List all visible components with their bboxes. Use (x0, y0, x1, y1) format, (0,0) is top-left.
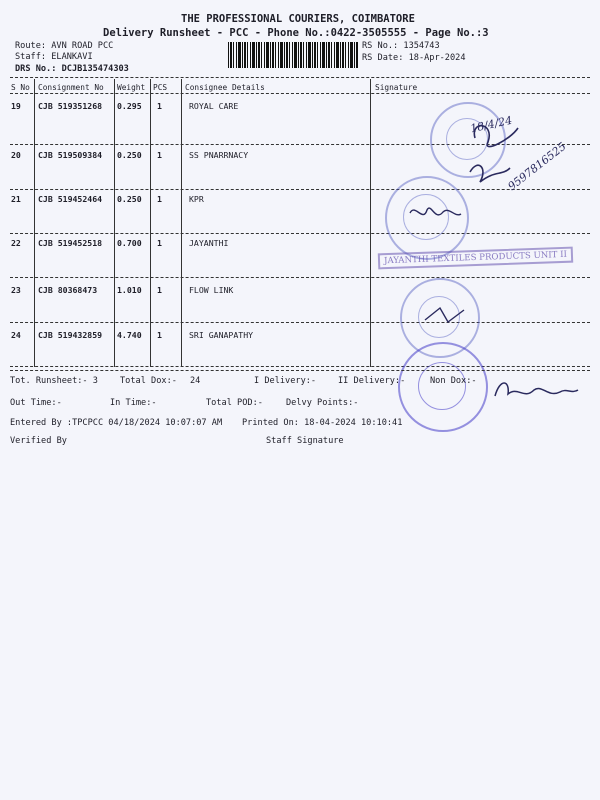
out-time: Out Time:- (10, 398, 62, 408)
row-consignee: JAYANTHI (189, 238, 229, 248)
drs-label: DRS No.: (15, 64, 57, 74)
col-header-consignee: Consignee Details (185, 83, 265, 92)
staff-label: Staff: (15, 52, 47, 62)
rs-date-row (362, 53, 466, 63)
verified-by: Verified By (10, 436, 67, 446)
col-header-pcs: PCS (153, 83, 168, 92)
row-divider (10, 366, 590, 367)
staff-signature: Staff Signature (266, 436, 344, 446)
drs-row (15, 64, 129, 74)
row-consignee: ROYAL CARE (189, 101, 239, 111)
row-consignment: CJB 519351268 (38, 101, 103, 111)
handwritten-phone: 9597816525 (505, 139, 569, 194)
row-consignment: CJB 80368473 (38, 285, 98, 295)
flow-link-signature (420, 300, 470, 330)
row-weight: 1.010 (117, 285, 142, 295)
table-header-rule (10, 93, 590, 94)
row-sno: 24 (11, 330, 21, 340)
row-pcs: 1 (157, 238, 162, 248)
row-consignment: CJB 519432859 (38, 330, 103, 340)
column-divider (150, 79, 151, 367)
page-subtitle: Delivery Runsheet - PCC - Phone No.:0422-3505555 - Page No.:3 (103, 27, 489, 39)
row-weight: 4.740 (117, 330, 142, 340)
row-divider (10, 277, 590, 278)
jayanthi-stamp: JAYANTHI TEXTILES PRODUCTS UNIT II (378, 247, 573, 270)
row-consignee: FLOW LINK (189, 285, 234, 295)
row-sno: 23 (11, 285, 21, 295)
staff-value: ELANKAVI (51, 52, 93, 62)
entered-by: Entered By :TPCPCC 04/18/2024 10:07:07 AM (10, 418, 223, 428)
row-consignment: CJB 519452518 (38, 238, 103, 248)
total-pod: Total POD:- (206, 398, 263, 408)
row-pcs: 1 (157, 194, 162, 204)
row-divider (10, 233, 590, 234)
row-consignment: CJB 519509384 (38, 150, 103, 160)
sri-ganapathy-signature (490, 374, 580, 406)
rs-date-label: RS Date: (362, 53, 404, 63)
row-consignee: KPR (189, 194, 204, 204)
row-pcs: 1 (157, 150, 162, 160)
total-dox-label: Total Dox:- (120, 376, 177, 386)
drs-value: DCJB135474303 (61, 64, 129, 74)
footer-top-rule (10, 370, 590, 371)
i-delivery: I Delivery:- (254, 376, 317, 386)
barcode (228, 42, 358, 68)
staff-row (15, 52, 93, 62)
handwritten-date: 18/4/24 (469, 113, 514, 136)
non-dox: Non Dox:- (430, 376, 477, 386)
row-sno: 21 (11, 194, 21, 204)
row-divider (10, 322, 590, 323)
row-weight: 0.700 (117, 238, 142, 248)
rs-date-value: 18-Apr-2024 (408, 53, 466, 63)
col-header-weight: Weight (117, 83, 146, 92)
delvy-points: Delvy Points:- (286, 398, 359, 408)
row-sno: 20 (11, 150, 21, 160)
row-consignee: SS PNARRNACY (189, 150, 249, 160)
column-divider (370, 79, 371, 367)
row-consignee: SRI GANAPATHY (189, 330, 254, 340)
tot-runsheet: Tot. Runsheet:- 3 (10, 376, 98, 386)
page-title: THE PROFESSIONAL COURIERS, COIMBATORE (181, 13, 415, 25)
column-divider (181, 79, 182, 367)
rs-no-value: 1354743 (403, 41, 440, 51)
row-weight: 0.295 (117, 101, 142, 111)
row-consignment: CJB 519452464 (38, 194, 103, 204)
col-header-sno: S No (11, 83, 30, 92)
printed-on: Printed On: 18-04-2024 10:10:41 (242, 418, 403, 428)
row-sno: 19 (11, 101, 21, 111)
rs-no-row (362, 41, 440, 51)
row-sno: 22 (11, 238, 21, 248)
column-divider (34, 79, 35, 367)
col-header-signature: Signature (375, 83, 418, 92)
row-weight: 0.250 (117, 150, 142, 160)
route-row (15, 41, 113, 51)
table-top-rule (10, 77, 590, 78)
route-label: Route: (15, 41, 47, 51)
row-pcs: 1 (157, 285, 162, 295)
column-divider (114, 79, 115, 367)
col-header-consignment: Consignment No (38, 83, 104, 92)
row-pcs: 1 (157, 101, 162, 111)
row-weight: 0.250 (117, 194, 142, 204)
ii-delivery: II Delivery:- (338, 376, 406, 386)
row-pcs: 1 (157, 330, 162, 340)
kpr-signature (405, 198, 465, 228)
in-time: In Time:- (110, 398, 157, 408)
total-dox-value: 24 (190, 376, 201, 386)
route-value: AVN ROAD PCC (51, 41, 114, 51)
rs-no-label: RS No.: (362, 41, 399, 51)
